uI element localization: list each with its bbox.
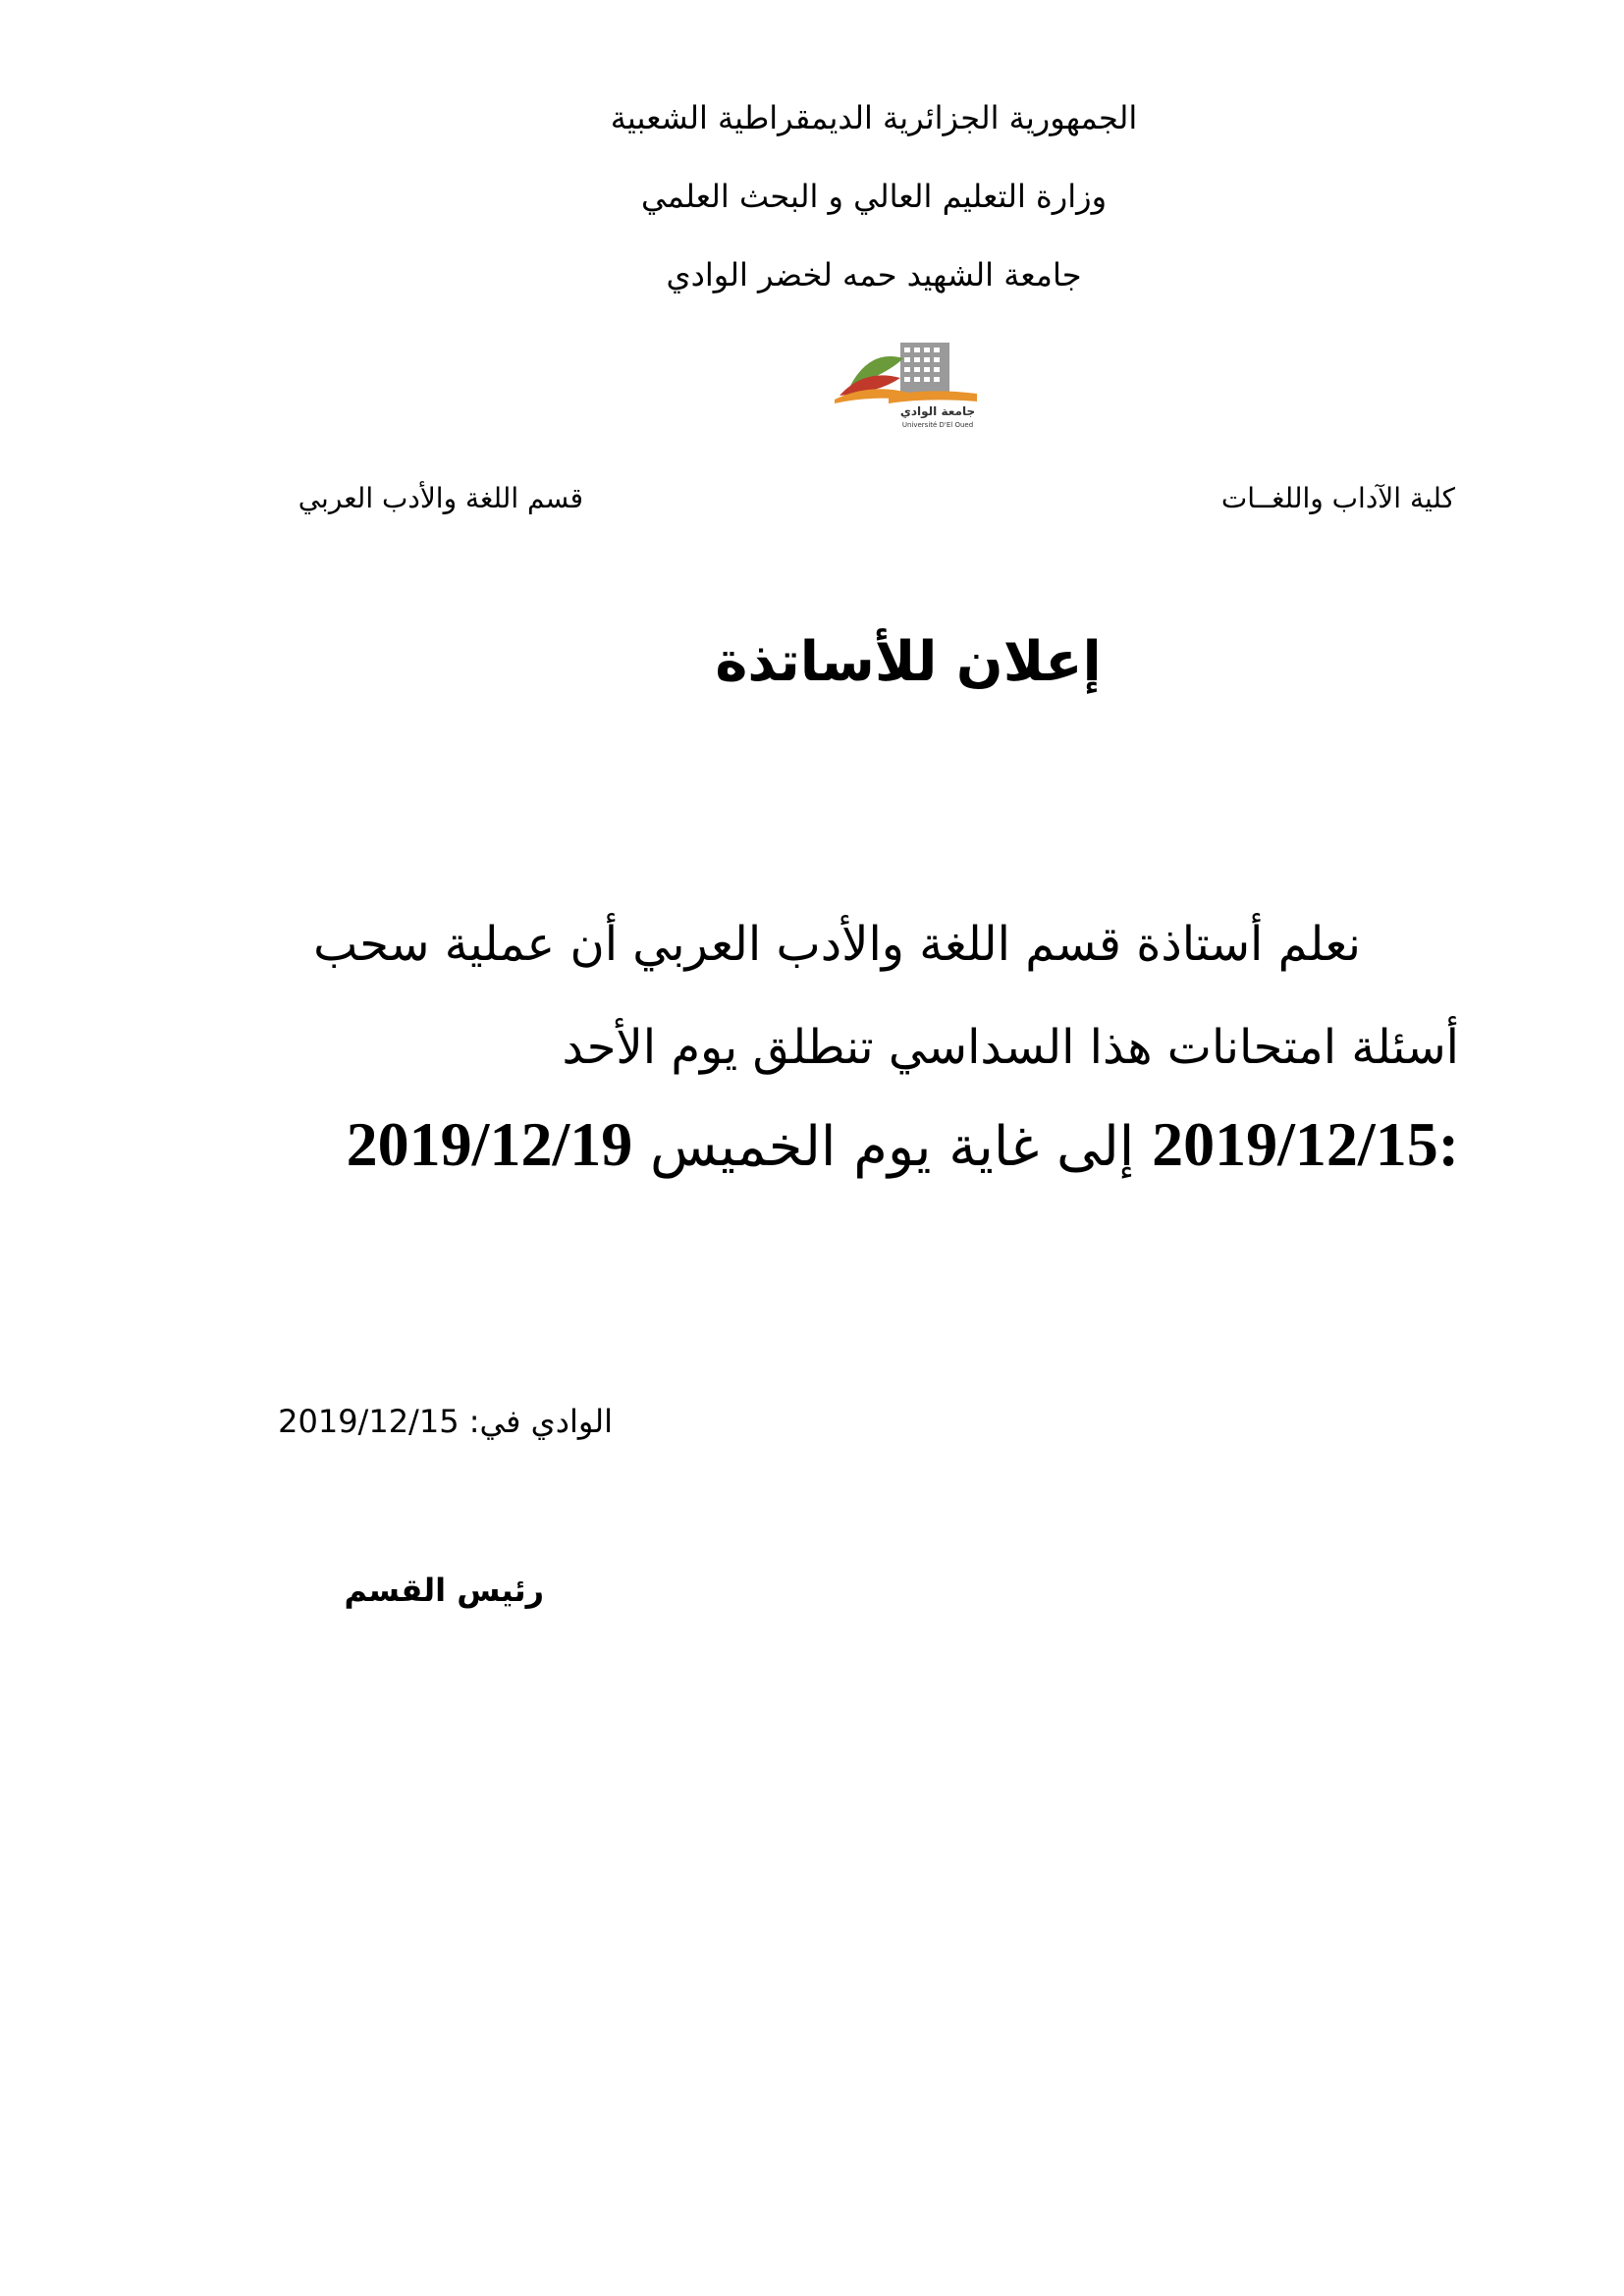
logo-text-fr: Université D'El Oued xyxy=(901,421,974,429)
header-republic: الجمهورية الجزائرية الديمقراطية الشعبية xyxy=(610,99,1138,136)
line-3-middle: إلى غاية يوم الخميس xyxy=(632,1115,1153,1179)
place-and-date xyxy=(278,1402,613,1441)
header-ministry: وزارة التعليم العالي و البحث العلمي xyxy=(640,178,1108,215)
announcement-line-1: نعلم أستاذة قسم اللغة والأدب العربي أن عملية سحب xyxy=(313,917,1361,972)
logo-text-ar: جامعة الوادي xyxy=(899,404,976,418)
header-university: جامعة الشهيد حمه لخضر الوادي xyxy=(666,256,1082,294)
faculty-name: كلية الآداب واللغــات xyxy=(1220,482,1455,514)
page-title: إعلان للأساتذة xyxy=(715,630,1102,694)
line-colon: : xyxy=(1437,1109,1459,1179)
issue-date: 2019/12/15 xyxy=(278,1403,460,1440)
place-label: الوادي في: xyxy=(459,1403,613,1440)
announcement-line-3 xyxy=(347,1109,1459,1183)
start-date: 2019/12/15 xyxy=(1152,1109,1438,1179)
university-logo xyxy=(830,339,997,432)
end-date: 2019/12/19 xyxy=(346,1109,633,1179)
university-logo-icon xyxy=(830,339,997,432)
signature-title: رئيس القسم xyxy=(344,1572,544,1609)
department-name: قسم اللغة والأدب العربي xyxy=(298,482,583,514)
announcement-line-2: أسئلة امتحانات هذا السداسي تنطلق يوم الأحد xyxy=(562,1020,1459,1075)
